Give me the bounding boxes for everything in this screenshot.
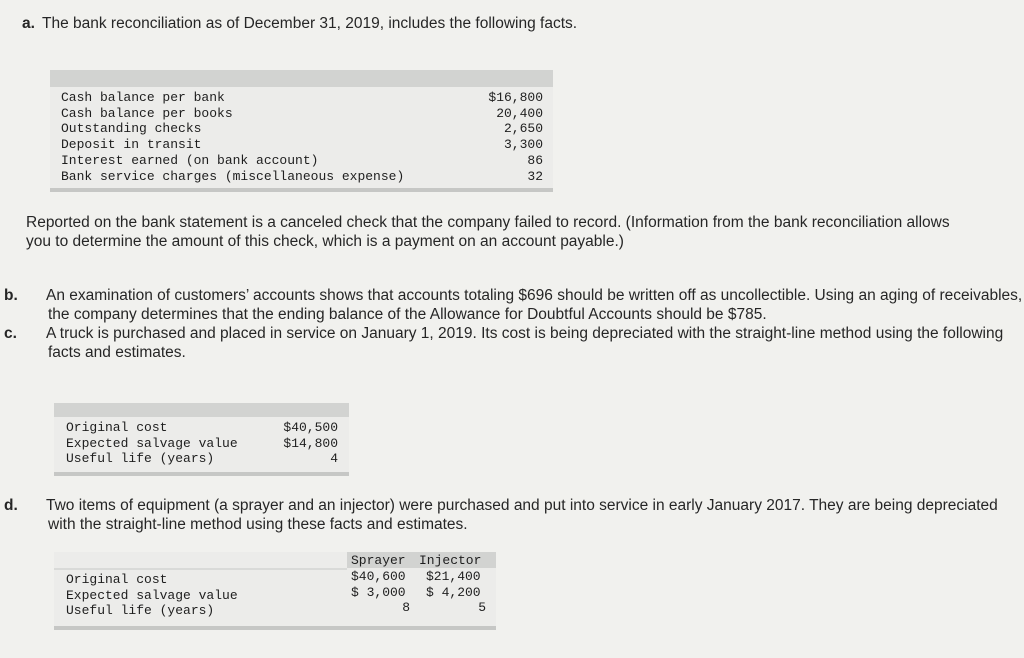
table-row: Outstanding checks 2,650 (61, 121, 543, 137)
table-row-label: Expected salvage value (66, 587, 238, 603)
sprayer-cost: $40,600 (351, 569, 406, 584)
part-b-text: b. An examination of customers’ accounts shows that accounts totaling $696 should be written off as uncollectible. Using an aging of receivables, the company determines that the ending balance of the Allowance for Doubtful Accounts should be $785. (4, 287, 1023, 323)
part-d-text: d. Two items of equipment (a sprayer and an injector) were purchased and put into service in early January 2017. They are being depreciated with the straight-line method using these facts and estimates. (4, 497, 998, 533)
injector-life: 5 (478, 600, 486, 616)
injector-cost: $21,400 (426, 569, 481, 584)
table-row: Cash balance per books 20,400 (61, 105, 543, 121)
part-c-label: c. (4, 325, 17, 342)
part-a-intro-text: The bank reconciliation as of December 31, 2019, includes the following facts. (42, 15, 578, 32)
table-row-label: Original cost (66, 572, 168, 587)
part-a-note: Reported on the bank statement is a canceled check that the company failed to record. (Information from the bank reconciliation allows you to determine the amount of this check, which is a payment on an account payable.) (26, 214, 950, 250)
column-header-injector: Injector (419, 553, 482, 568)
table-row: Bank service charges (miscellaneous expense) 32 (61, 168, 543, 184)
truck-depreciation-table (54, 403, 349, 476)
sprayer-life: 8 (402, 600, 410, 616)
part-a-label: a. (22, 15, 35, 32)
table-row: Useful life (years) 4 (66, 451, 338, 467)
bank-reconciliation-table (50, 70, 553, 192)
table-row: Cash balance per bank $16,800 (61, 90, 543, 105)
part-c-text: c. A truck is purchased and placed in service on January 1, 2019. Its cost is being depreciated with the straight-line method using the following facts and estimates. (4, 325, 1004, 361)
table-row: Interest earned (on bank account) 86 (61, 152, 543, 168)
part-a-intro (22, 14, 1002, 33)
column-header-sprayer: Sprayer (351, 553, 406, 568)
part-b-label: b. (4, 287, 18, 304)
part-d-label: d. (4, 497, 18, 514)
sprayer-salvage: $ 3,000 (351, 584, 406, 600)
injector-salvage: $ 4,200 (426, 584, 481, 600)
table-row-label: Useful life (years) (66, 603, 215, 619)
equipment-depreciation-table (54, 552, 496, 630)
table-row: Deposit in transit 3,300 (61, 137, 543, 153)
table-row: Expected salvage value $14,800 (66, 435, 338, 451)
table-row: Original cost $40,500 (66, 420, 338, 435)
